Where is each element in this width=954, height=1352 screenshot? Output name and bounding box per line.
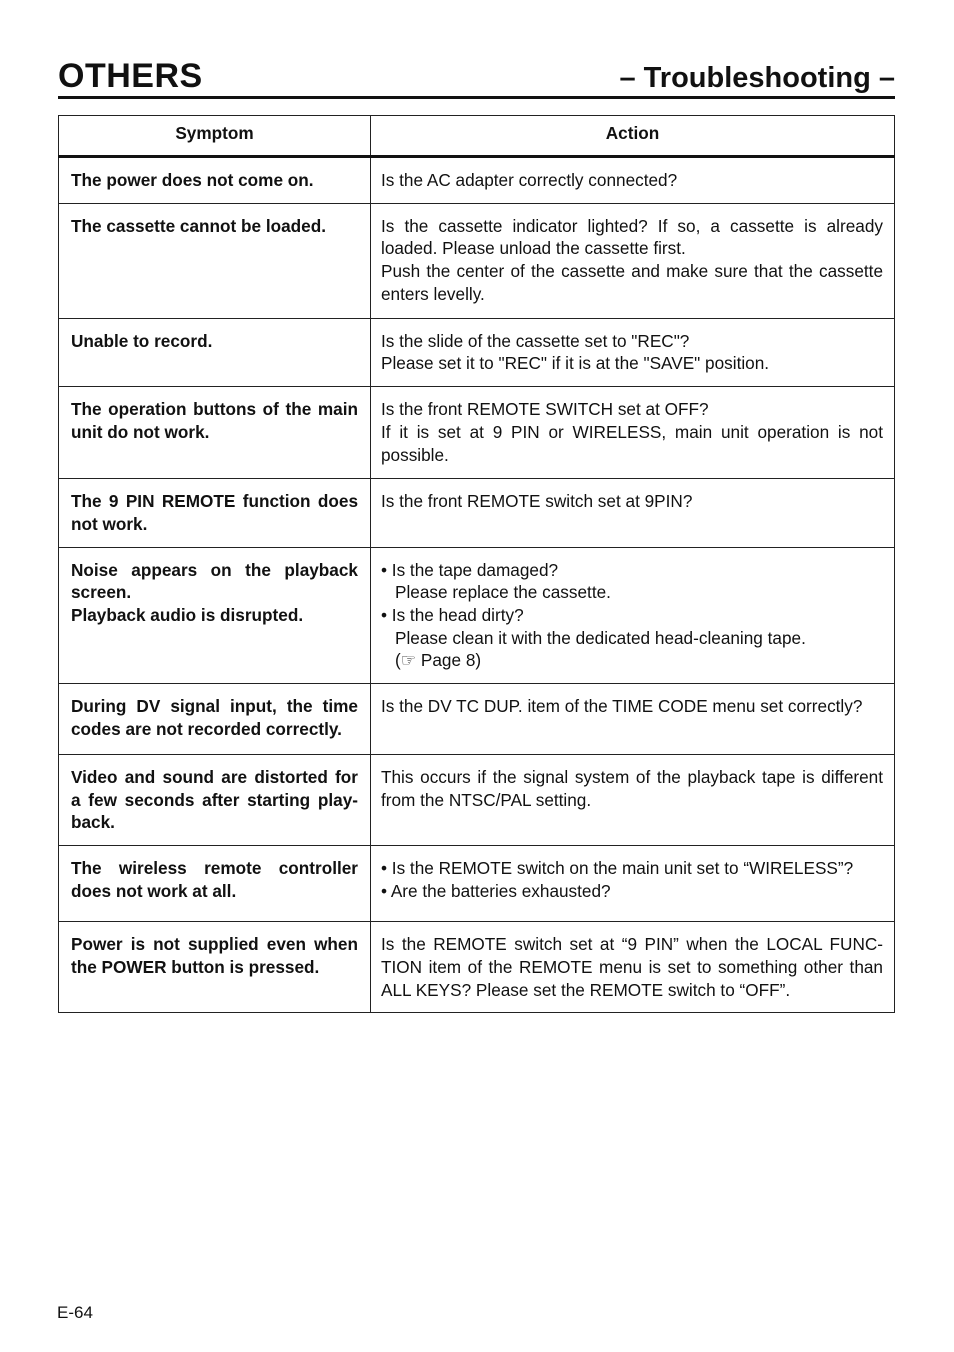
table-row bbox=[59, 318, 895, 386]
section-title: OTHERS bbox=[58, 57, 203, 95]
symptom-text: Power is not supplied even when the POWER button is pressed. bbox=[71, 934, 358, 977]
action-cell bbox=[371, 684, 895, 755]
action-cell bbox=[371, 157, 895, 204]
action-text: If it is set at 9 PIN or WIRELESS, main unit operation is not possible. bbox=[381, 421, 883, 465]
symptom-text: The cassette cannot be loaded. bbox=[71, 215, 327, 236]
page-title: – Troubleshooting – bbox=[619, 62, 895, 94]
symptom-cell bbox=[59, 203, 371, 318]
page-reference: (☞ Page 8) bbox=[395, 650, 482, 671]
action-text: • Is the head dirty? bbox=[381, 604, 524, 625]
symptom-cell bbox=[59, 684, 371, 755]
table-header-row bbox=[59, 116, 895, 157]
symptom-text: Playback audio is disrupted. bbox=[71, 604, 304, 625]
table-row bbox=[59, 846, 895, 922]
troubleshooting-table bbox=[58, 115, 895, 1013]
symptom-cell bbox=[59, 318, 371, 386]
header-divider bbox=[58, 96, 895, 99]
action-text: This occurs if the signal system of the playback tape is different from the NTSC/PAL setting. bbox=[381, 767, 883, 810]
table-row bbox=[59, 755, 895, 846]
symptom-text: Unable to record. bbox=[71, 330, 213, 351]
page-header bbox=[58, 56, 895, 98]
symptom-text: Video and sound are distorted for a few seconds after starting play-back. bbox=[71, 767, 358, 833]
action-cell bbox=[371, 846, 895, 922]
symptom-cell bbox=[59, 755, 371, 846]
table-row bbox=[59, 684, 895, 755]
action-text: Is the DV TC DUP. item of the TIME CODE menu set correctly? bbox=[381, 696, 863, 717]
symptom-cell bbox=[59, 157, 371, 204]
column-header-symptom: Symptom bbox=[59, 116, 371, 157]
column-header-action: Action bbox=[371, 116, 895, 157]
action-text: Is the cassette indicator lighted? If so, a cassette is already loaded. Please unload the cassette first. bbox=[381, 215, 883, 259]
action-cell bbox=[371, 318, 895, 386]
action-cell bbox=[371, 203, 895, 318]
symptom-text: The power does not come on. bbox=[71, 170, 314, 190]
symptom-cell bbox=[59, 547, 371, 684]
action-cell bbox=[371, 755, 895, 846]
action-text: • Are the batteries exhausted? bbox=[381, 880, 611, 901]
action-text: • Is the REMOTE switch on the main unit set to “WIRELESS”? bbox=[381, 858, 854, 879]
table-row bbox=[59, 922, 895, 1013]
symptom-cell bbox=[59, 922, 371, 1013]
table-row bbox=[59, 479, 895, 547]
symptom-text: During DV signal input, the time codes are not recorded correctly. bbox=[71, 696, 358, 739]
symptom-text: The wireless remote controller does not work at all. bbox=[71, 858, 358, 901]
action-text: • Is the tape damaged? bbox=[381, 559, 559, 580]
table-row bbox=[59, 547, 895, 684]
action-text: Is the AC adapter correctly connected? bbox=[381, 170, 678, 190]
table-row bbox=[59, 203, 895, 318]
table-row bbox=[59, 387, 895, 479]
symptom-text: Noise appears on the playback screen. bbox=[71, 559, 358, 603]
page-number: E-64 bbox=[57, 1303, 93, 1322]
symptom-cell bbox=[59, 387, 371, 479]
action-text: Is the front REMOTE SWITCH set at OFF? bbox=[381, 399, 709, 420]
action-cell bbox=[371, 547, 895, 684]
action-text: Is the front REMOTE switch set at 9PIN? bbox=[381, 491, 693, 512]
action-text: Please set it to "REC" if it is at the "SAVE" position. bbox=[381, 353, 770, 374]
symptom-text: The 9 PIN REMOTE function does not work. bbox=[71, 491, 358, 534]
symptom-text: The operation buttons of the main unit do not work. bbox=[71, 399, 358, 442]
symptom-cell bbox=[59, 479, 371, 547]
action-text: Push the center of the cassette and make sure that the cassette enters levelly. bbox=[381, 261, 883, 304]
action-cell bbox=[371, 479, 895, 547]
action-cell bbox=[371, 922, 895, 1013]
action-cell bbox=[371, 387, 895, 479]
action-text: Is the REMOTE switch set at “9 PIN” when the LOCAL FUNC-TION item of the REMOTE menu is set to something other than ALL KEYS? Please set the REMOTE switch to “OFF”. bbox=[381, 934, 883, 1000]
table-row bbox=[59, 157, 895, 204]
action-text: Please clean it with the dedicated head-cleaning tape. bbox=[395, 627, 806, 648]
action-text: Please replace the cassette. bbox=[395, 582, 611, 603]
action-text: Is the slide of the cassette set to "REC"? bbox=[381, 330, 690, 351]
symptom-cell bbox=[59, 846, 371, 922]
